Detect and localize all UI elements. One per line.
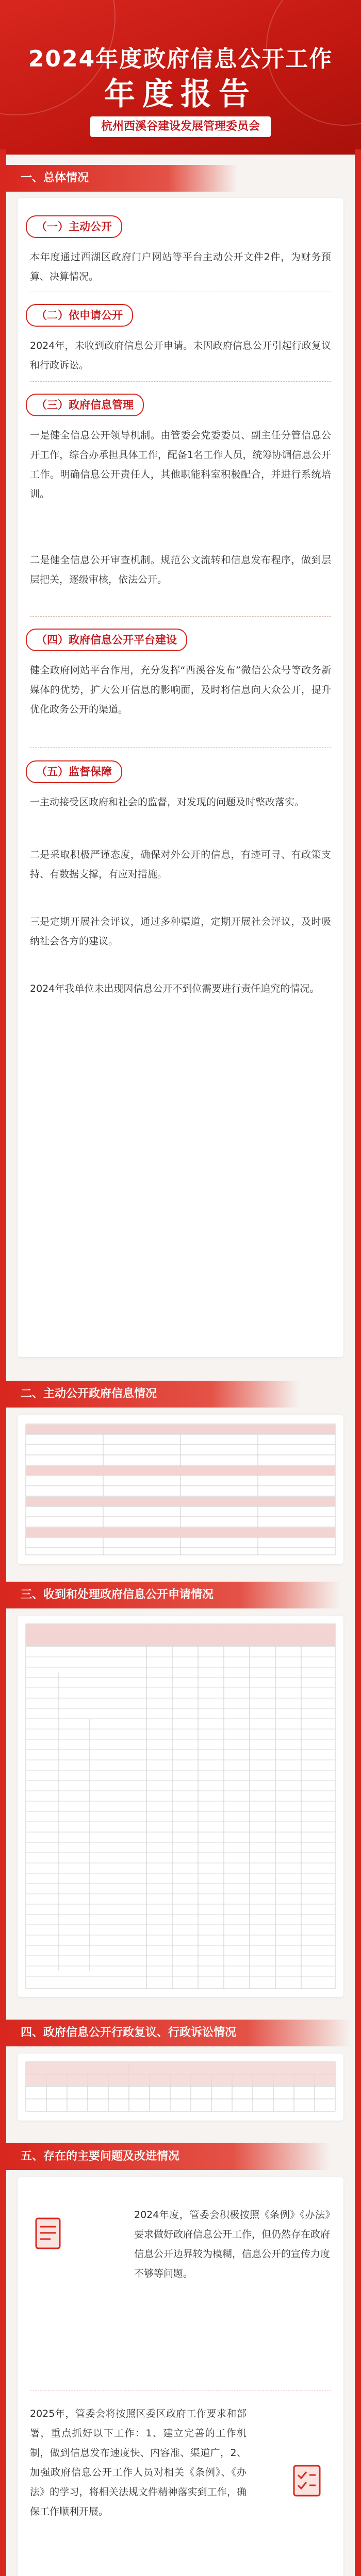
report-title-line2: 年度报告 (104, 76, 257, 112)
right-red-bar (355, 149, 361, 2576)
section-5-header: 五、存在的主要问题及改进情况 (6, 2143, 330, 2170)
subsection-active-disclosure: （一）主动公开 (26, 215, 122, 238)
divider (30, 616, 331, 617)
improvement-paragraph: 2025年，管委会将按照区委区政府工作要求和部署，重点抓好以下工作：1、建立完善的工作机制，做到信息发布速度快、内容准、渠道广，2、加强政府信息公开工作人员对相关《条例》、《办法》的学习，将相关法规文件精神落实到工作，确保工作顺利开展。 (30, 2408, 247, 2517)
hero-banner (0, 0, 361, 155)
subsection-on-request: （二）依申请公开 (26, 304, 133, 327)
table-review-litigation-graphic (18, 2054, 343, 2121)
section-4-card (18, 2054, 343, 2121)
left-red-bar (0, 149, 6, 2576)
subsection-platform: （四）政府信息公开平台建设 (26, 629, 187, 651)
paragraph: 三是定期开展社会评议，通过多种渠道，定期开展社会评议，及时吸纳社会各方的建议。 (30, 916, 331, 947)
paragraph: 健全政府网站平台作用，充分发挥“西溪谷发布”微信公众号等政务新媒体的优势，扩大公开信息的影响面，及时将信息向大众公开，提升优化政务公开的渠道。 (30, 665, 331, 715)
divider (30, 747, 331, 748)
section-3-card (18, 1616, 343, 1997)
section-2-header: 二、主动公开政府信息情况 (6, 1381, 299, 1408)
section-4-header: 四、政府信息公开行政复议、行政诉讼情况 (6, 2020, 351, 2046)
section-2-card (18, 1415, 343, 1564)
report-title-line1: 2024年度政府信息公开工作 (28, 46, 333, 72)
section-1-header: 一、总体情况 (6, 165, 237, 192)
paragraph: 本年度通过西湖区政府门户网站等平台主动公开文件2件，为财务预算、决算情况。 (30, 251, 331, 282)
checklist-icon (289, 2463, 325, 2499)
paragraph: 2024年，未收到政府信息公开申请。未因政府信息公开引起行政复议和行政诉讼。 (30, 340, 331, 371)
paragraph: 二是健全信息公开审查机制。规范公文流转和信息发布程序，做到层层把关，逐级审核，依法公开。 (30, 554, 331, 585)
paragraph: 一是健全信息公开领导机制。由管委会党委委员、副主任分管信息公开工作，综合办承担具体工作，配备1名工作人员，统筹协调信息公开工作。明确信息公开责任人，其他职能科室积极配合，并进行系统培训。 (30, 430, 331, 500)
section-3-header: 三、收到和处理政府信息公开申请情况 (6, 1582, 340, 1608)
subsection-info-management: （三）政府信息管理 (26, 394, 144, 416)
document-warning-icon (31, 2215, 67, 2251)
issuer-badge: 杭州西溪谷建设发展管理委员会 (90, 116, 271, 137)
paragraph: 2024年我单位未出现因信息公开不到位需要进行责任追究的情况。 (30, 983, 320, 994)
divider (30, 381, 331, 382)
table-disclosure-graphic (18, 1415, 343, 1564)
problems-paragraph: 2024年度，管委会积极按照《条例》《办法》要求做好政府信息公开工作，但仍然存在政府信息公开边界较为模糊，信息公开的宣传力度不够等问题。 (134, 2209, 331, 2279)
table-requests-graphic (18, 1616, 343, 1997)
paragraph: 一主动接受区政府和社会的监督，对发现的问题及时整改落实。 (30, 796, 305, 808)
subsection-supervision: （五）监督保障 (26, 760, 122, 783)
paragraph: 二是采取积极严谨态度，确保对外公开的信息，有迹可寻、有政策支持、有数据支撑，有应对措施。 (30, 849, 331, 880)
